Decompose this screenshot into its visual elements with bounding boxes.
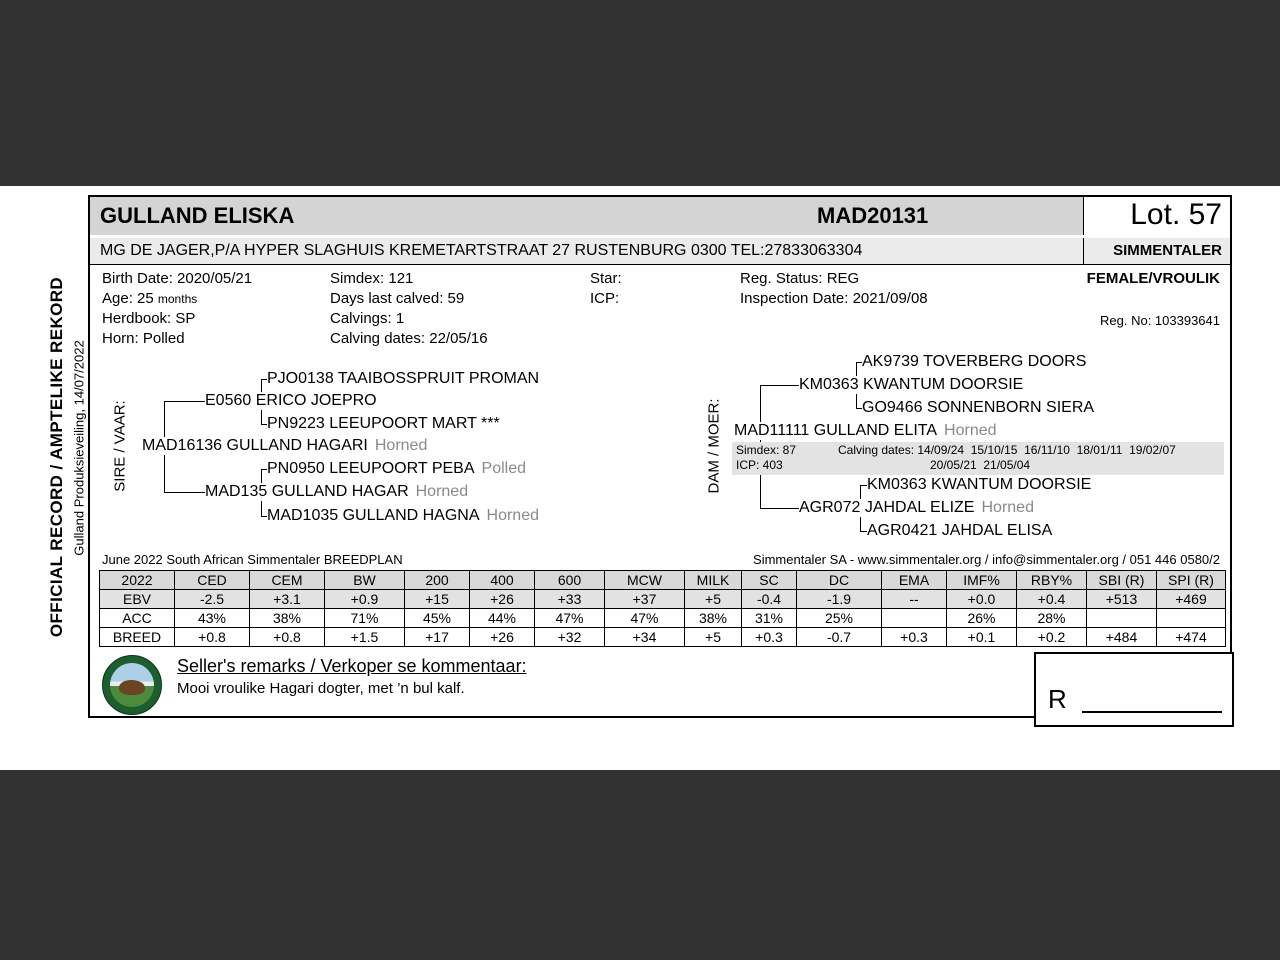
col-header: SPI (R) — [1157, 571, 1226, 590]
age-value: Age: 25 — [102, 290, 154, 307]
reg-status: Reg. Status: REG — [740, 270, 860, 287]
horn-tag: Horned — [981, 499, 1034, 516]
cell: 25% — [797, 609, 882, 628]
pedigree-node-dam-granddam-sire — [867, 476, 1098, 494]
table-header-row — [100, 571, 1226, 590]
pedigree-node-sire-granddam-sire — [267, 460, 526, 478]
cell: 71% — [325, 609, 405, 628]
cell: +5 — [685, 590, 742, 609]
animal-name: GULLAND ELISKA — [100, 203, 295, 228]
cell: +0.3 — [882, 628, 947, 647]
pedigree-node-sire-grandsire-dam — [267, 415, 507, 433]
cell: 38% — [250, 609, 325, 628]
cell: 28% — [1017, 609, 1087, 628]
table-row-acc — [100, 609, 1226, 628]
seller-remarks-title: Seller's remarks / Verkoper se kommentaar: — [177, 656, 527, 676]
pedigree-node-dam-dam — [799, 499, 1034, 517]
pedigree-node-sire-sire — [205, 392, 384, 410]
col-header: 400 — [470, 571, 535, 590]
col-header: CED — [175, 571, 250, 590]
col-header: MILK — [685, 571, 742, 590]
pedigree-node-dam-grandsire-sire — [862, 353, 1093, 371]
owner-line: MG DE JAGER,P/A HYPER SLAGHUIS KREMETARTSTRAAT 27 RUSTENBURG 0300 TEL:27833063304 — [90, 238, 1083, 264]
herdbook: Herdbook: SP — [102, 310, 196, 327]
pedigree-name: AGR0421 JAHDAL ELISA — [867, 522, 1053, 539]
row-label: ACC — [100, 609, 175, 628]
cell: -0.7 — [797, 628, 882, 647]
col-header: RBY% — [1017, 571, 1087, 590]
col-header: 600 — [535, 571, 605, 590]
owner-band — [90, 238, 1230, 265]
col-header: 200 — [405, 571, 470, 590]
cell: +3.1 — [250, 590, 325, 609]
calvings: Calvings: 1 — [330, 310, 405, 327]
sale-event-vertical-label: Gulland Produksieveiling, 14/07/2022 — [71, 340, 87, 556]
simmentaler-contact-line: Simmentaler SA - www.simmentaler.org / info@simmentaler.org / 051 446 0580/2 — [753, 552, 1220, 567]
dam-performance-block — [732, 442, 1224, 475]
birth-date: Birth Date: 2020/05/21 — [102, 270, 253, 287]
top-dark-band — [0, 0, 1280, 186]
pedigree-name: E0560 ERICO JOEPRO — [205, 392, 377, 409]
table-row-ebv — [100, 590, 1226, 609]
breed-label: SIMMENTALER — [1083, 238, 1230, 264]
pedigree-name: KM0363 KWANTUM DOORSIE — [867, 476, 1092, 493]
simmentaler-logo — [102, 655, 162, 715]
cell: +0.8 — [175, 628, 250, 647]
cell — [1087, 609, 1157, 628]
sire-vertical-label: SIRE / VAAR: — [111, 400, 129, 492]
row-label: EBV — [100, 590, 175, 609]
pedigree-node-dam-sire — [799, 376, 1030, 394]
age — [102, 290, 197, 308]
horn-tag: Horned — [415, 483, 469, 500]
cell: +0.1 — [947, 628, 1017, 647]
cell: +0.8 — [250, 628, 325, 647]
cell: +469 — [1157, 590, 1226, 609]
pedigree-name: MAD11111 GULLAND ELITA — [734, 422, 938, 439]
connector-line — [760, 385, 799, 386]
cell: -- — [882, 590, 947, 609]
simdex: Simdex: 121 — [330, 270, 414, 287]
cell: +15 — [405, 590, 470, 609]
col-header: IMF% — [947, 571, 1017, 590]
connector-line — [164, 401, 205, 402]
breedplan-caption: June 2022 South African Simmentaler BREEDPLAN — [102, 552, 403, 567]
cell: +1.5 — [325, 628, 405, 647]
pedigree-name: MAD1035 GULLAND HAGNA — [267, 507, 480, 524]
inspection-date: Inspection Date: 2021/09/08 — [740, 290, 928, 307]
pedigree-name: MAD135 GULLAND HAGAR — [205, 483, 409, 500]
seller-remarks-text: Mooi vroulike Hagari dogter, met ’n bul kalf. — [177, 680, 465, 697]
cell: 38% — [685, 609, 742, 628]
pedigree-node-sire — [142, 437, 427, 455]
cell: +32 — [535, 628, 605, 647]
cell: 44% — [470, 609, 535, 628]
cell — [882, 609, 947, 628]
cell: +17 — [405, 628, 470, 647]
pedigree-name: PN0950 LEEUPOORT PEBA — [267, 460, 475, 477]
row-label: BREED — [100, 628, 175, 647]
star-label: Star: — [590, 270, 622, 287]
cell: 47% — [535, 609, 605, 628]
cell: -1.9 — [797, 590, 882, 609]
cell: -0.4 — [742, 590, 797, 609]
col-header: DC — [797, 571, 882, 590]
dam-icp: ICP: 403 — [736, 458, 783, 472]
cell: 47% — [605, 609, 685, 628]
cell: +5 — [685, 628, 742, 647]
cell: 45% — [405, 609, 470, 628]
bottom-dark-band — [0, 770, 1280, 960]
dam-calving-dates-line2: 20/05/21 21/05/04 — [930, 458, 1031, 472]
reg-no: Reg. No: 103393641 — [1100, 313, 1220, 328]
cell: 43% — [175, 609, 250, 628]
connector-line — [860, 485, 867, 486]
horn-status: Horn: Polled — [102, 330, 185, 347]
cell: +34 — [605, 628, 685, 647]
cell: +0.9 — [325, 590, 405, 609]
calving-dates: Calving dates: 22/05/16 — [330, 330, 488, 347]
title-band — [90, 197, 1230, 235]
pedigree-node-sire-dam — [205, 483, 468, 501]
pedigree-name: PJO0138 TAAIBOSSPRUIT PROMAN — [267, 370, 540, 387]
col-header: EMA — [882, 571, 947, 590]
connector-line — [860, 531, 867, 532]
pedigree-name: AK9739 TOVERBERG DOORS — [862, 353, 1087, 370]
logo-cow-icon — [119, 680, 145, 695]
pedigree-node-sire-granddam-dam — [267, 507, 539, 525]
horn-tag: Horned — [486, 507, 539, 524]
age-unit: months — [157, 292, 198, 306]
days-last-calved: Days last calved: 59 — [330, 290, 465, 307]
lot-number: Lot. 57 — [1083, 197, 1230, 235]
col-header: 2022 — [100, 571, 175, 590]
pedigree-node-dam-grandsire-dam — [862, 399, 1101, 417]
cell: +0.4 — [1017, 590, 1087, 609]
dam-calving-dates-block — [838, 443, 1220, 474]
cell: +26 — [470, 590, 535, 609]
cell: +37 — [605, 590, 685, 609]
col-header: BW — [325, 571, 405, 590]
col-header: CEM — [250, 571, 325, 590]
pedigree-name: AGR072 JAHDAL ELIZE — [799, 499, 975, 516]
breedplan-table — [99, 570, 1226, 647]
official-record-vertical-label: OFFICIAL RECORD / AMPTELIKE REKORD — [47, 276, 66, 638]
cell — [1157, 609, 1226, 628]
horn-tag: Horned — [374, 437, 428, 454]
icp-label: ICP: — [590, 290, 620, 307]
dam-performance-left — [736, 443, 838, 474]
dam-calving-dates-line1: Calving dates: 14/09/24 15/10/15 16/11/10 18/01/11 19/02/07 — [838, 443, 1176, 457]
cell: +0.0 — [947, 590, 1017, 609]
cell: -2.5 — [175, 590, 250, 609]
pedigree-node-dam — [734, 422, 997, 440]
cell: +33 — [535, 590, 605, 609]
connector-line — [760, 508, 799, 509]
sex-label: FEMALE/VROULIK — [1086, 270, 1220, 287]
catalog-card — [88, 195, 1232, 718]
cell: +0.2 — [1017, 628, 1087, 647]
cell: +0.3 — [742, 628, 797, 647]
cell: 26% — [947, 609, 1017, 628]
pedigree-name: KM0363 KWANTUM DOORSIE — [799, 376, 1024, 393]
dam-vertical-label: DAM / MOER: — [705, 398, 723, 494]
col-header: SBI (R) — [1087, 571, 1157, 590]
cell: +474 — [1157, 628, 1226, 647]
pedigree-name: GO9466 SONNENBORN SIERA — [862, 399, 1095, 416]
price-box — [1034, 652, 1234, 727]
cell: +484 — [1087, 628, 1157, 647]
currency-label: R — [1048, 684, 1067, 714]
title-band-left — [90, 197, 1083, 235]
cell: +513 — [1087, 590, 1157, 609]
pedigree-node-sire-grandsire-sire — [267, 370, 546, 388]
horn-tag: Horned — [944, 422, 997, 439]
pedigree-name: PN9223 LEEUPOORT MART *** — [267, 415, 500, 432]
dam-simdex: Simdex: 87 — [736, 443, 797, 457]
horn-tag: Polled — [481, 460, 526, 477]
table-row-breed — [100, 628, 1226, 647]
col-header: MCW — [605, 571, 685, 590]
connector-line — [164, 492, 205, 493]
animal-registration-id: MAD20131 — [817, 203, 929, 228]
cell: +26 — [470, 628, 535, 647]
pedigree-node-dam-granddam-dam — [867, 522, 1059, 540]
cell: 31% — [742, 609, 797, 628]
price-blank-line — [1082, 711, 1222, 713]
logo-scene — [110, 663, 154, 707]
col-header: SC — [742, 571, 797, 590]
pedigree-name: MAD16136 GULLAND HAGARI — [142, 437, 368, 454]
